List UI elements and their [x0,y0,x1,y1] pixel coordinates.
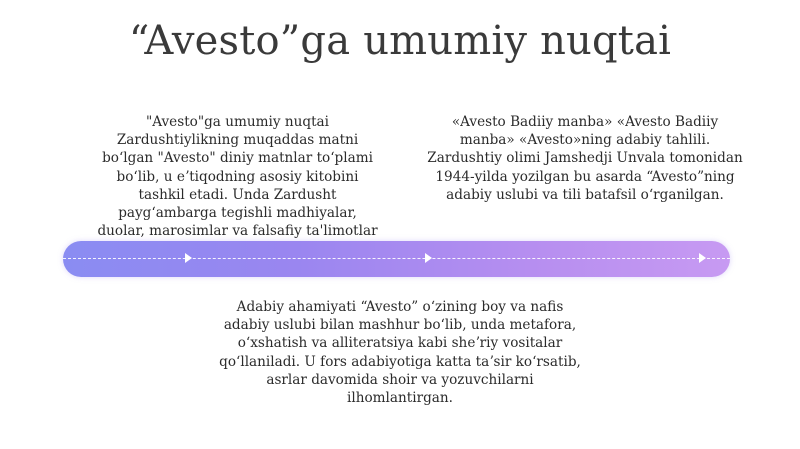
timeline-bar [63,241,730,277]
timeline-arrow-icon [699,253,706,263]
timeline-arrow-icon [425,253,432,263]
right-text-block: «Avesto Badiiy manba» «Avesto Badiiy manba» «Avesto»ning adabiy tahlili. Zardushtiy olimi Jamshedji Unvala tomonidan 1944-yilda yozilgan bu asarda “Avesto”ning adabiy uslubi va tili batafsil oʻrganilgan. [427,114,743,203]
bottom-text-block: Adabiy ahamiyati “Avesto” oʻzining boy va nafis adabiy uslubi bilan mashhur boʻlib, unda metafora, oʻxshatish va alliteratsiya kabi sheʼriy vositalar qoʻllaniladi. U fors adabiyotiga katta taʼsir koʻrsatib, asrlar davomida shoir va yozuvchilarni ilhomlantirgan. [219,299,581,407]
timeline-dashed-line [63,258,730,259]
slide-title: “Avesto”ga umumiy nuqtai [128,18,672,64]
timeline-arrow-icon [185,253,192,263]
left-text-block: "Avesto"ga umumiy nuqtai Zardushtiylikning muqaddas matni boʻlgan "Avesto" diniy matnlar toʻplami boʻlib, u eʼtiqodning asosiy kitobini tashkil etadi. Unda Zardusht paygʻambarga tegishli madhiyalar, duolar, marosimlar va falsafiy ta'limotlar [97,114,378,240]
